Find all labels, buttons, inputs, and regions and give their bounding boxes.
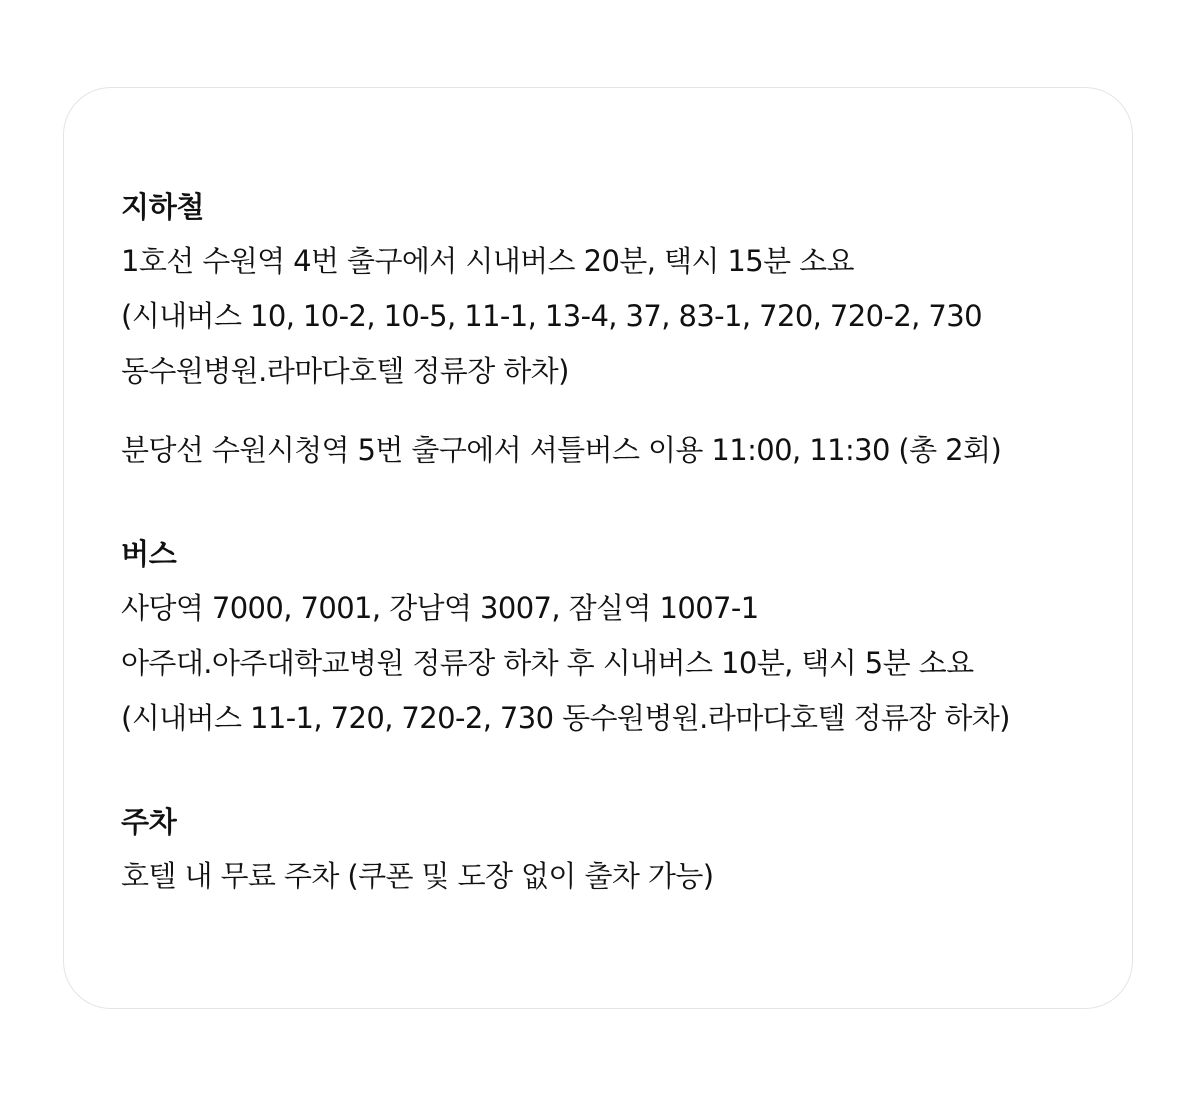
parking-line-1: 호텔 내 무료 주차 (쿠폰 및 도장 없이 출차 가능) [121,859,714,893]
section-bus [121,531,1121,746]
bus-line-1: 사당역 7000, 7001, 강남역 3007, 잠실역 1007-1 [121,591,759,625]
subway-line-3: 동수원병원.라마다호텔 정류장 하차) [121,354,569,388]
bus-line-2: 아주대.아주대학교병원 정류장 하차 후 시내버스 10분, 택시 5분 소요 [121,646,974,680]
subway-shuttle-line: 분당선 수원시청역 5번 출구에서 셔틀버스 이용 11:00, 11:30 (총 2회) [121,433,1002,467]
bus-line-3: (시내버스 11-1, 720, 720-2, 730 동수원병원.라마다호텔 정류장 하차) [121,701,1010,735]
directions-card [63,87,1133,1009]
subway-line-2: (시내버스 10, 10-2, 10-5, 11-1, 13-4, 37, 83-1, 720, 720-2, 730 [121,299,982,333]
section-title-parking: 주차 [121,805,177,839]
subway-line-1: 1호선 수원역 4번 출구에서 시내버스 20분, 택시 15분 소요 [121,244,854,278]
directions-content [121,184,1121,904]
section-title-bus: 버스 [121,537,177,571]
section-subway [121,184,1121,478]
section-title-subway: 지하철 [121,190,205,224]
section-parking [121,799,1121,904]
